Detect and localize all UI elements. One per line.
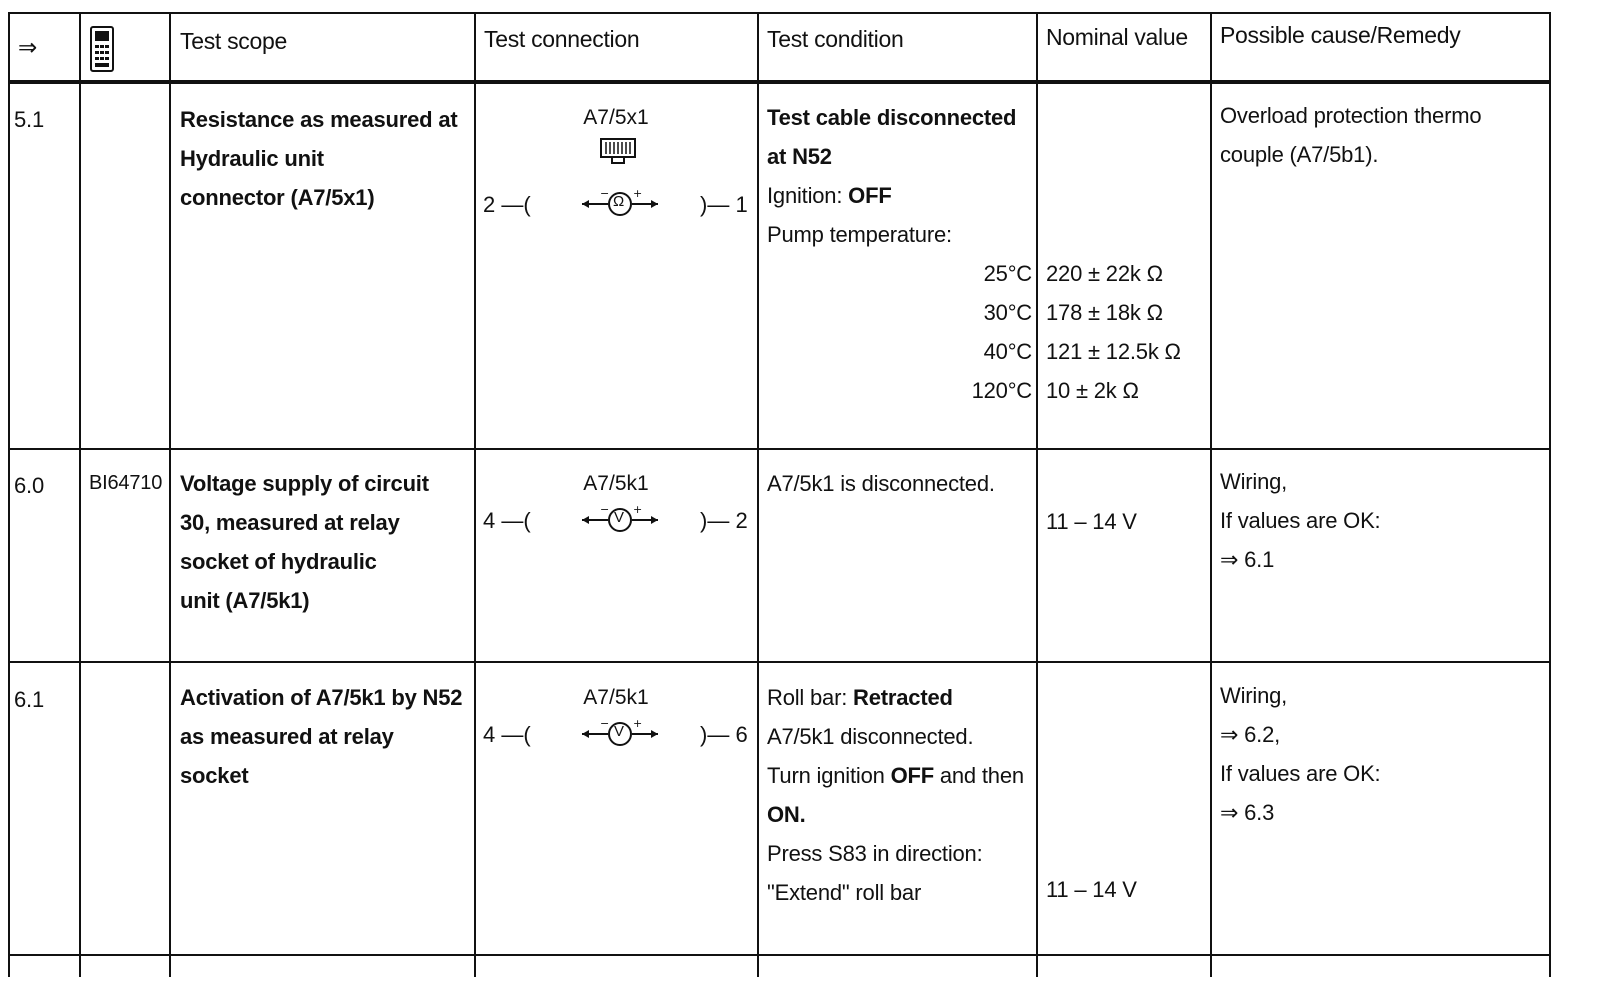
temperature-value: 40°C (983, 339, 1032, 364)
test-condition (767, 98, 1032, 410)
scope-line: connector (A7/5x1) (180, 185, 375, 210)
plug-right-icon: )— (700, 722, 736, 747)
svg-text:−: − (600, 718, 610, 730)
nominal-value: 11 – 14 V (1046, 509, 1137, 534)
header-test-scope: Test scope (180, 28, 287, 54)
header-test-connection: Test connection (484, 26, 640, 52)
left-pin-number: 4 (483, 508, 496, 533)
roll-bar-value: Retracted (853, 685, 953, 710)
scope-line: Hydraulic unit (180, 146, 324, 171)
scope-line: Resistance as measured at (180, 107, 458, 132)
connection-left (483, 192, 531, 218)
header-test-condition: Test condition (767, 26, 904, 52)
pump-temperature-label: Pump temperature: (767, 222, 952, 247)
header-nominal-value: Nominal value (1046, 24, 1188, 50)
test-table (8, 12, 1590, 976)
meter-symbol: V (614, 509, 625, 526)
right-pin-number: 2 (735, 508, 748, 533)
meter-symbol: Ω (613, 193, 625, 210)
cause-line: couple (A7/5b1). (1220, 142, 1379, 167)
cause-line: If values are OK: (1220, 508, 1381, 533)
test-scope (180, 464, 429, 620)
condition-text: and then (933, 763, 1024, 788)
table-border-bottom (8, 954, 1551, 956)
connection-right (700, 722, 748, 748)
svg-text:+: + (633, 504, 643, 516)
scope-line: socket (180, 763, 249, 788)
possible-cause (1220, 676, 1380, 832)
step-number: 5.1 (14, 107, 44, 132)
roll-bar-label: Roll bar: (767, 685, 854, 710)
cause-line: Wiring, (1220, 683, 1288, 708)
step-number: 6.0 (14, 473, 44, 498)
condition-text: Turn ignition (767, 763, 891, 788)
cause-line: ⇒ 6.1 (1220, 547, 1275, 572)
plug-right-icon: )— (700, 192, 736, 217)
nominal-values (1046, 254, 1181, 410)
condition-line: ON. (767, 802, 806, 827)
component-label: A7/5x1 (583, 106, 649, 129)
temperature-value: 30°C (983, 300, 1032, 325)
svg-text:−: − (600, 188, 610, 200)
nominal-value: 178 ± 18k Ω (1046, 300, 1163, 325)
possible-cause (1220, 462, 1380, 579)
cause-line: If values are OK: (1220, 761, 1381, 786)
plug-right-icon: )— (700, 508, 736, 533)
right-pin-number: 1 (735, 192, 748, 217)
condition-roll-bar (767, 678, 1035, 717)
scope-line: unit (A7/5k1) (180, 588, 310, 613)
column-divider (474, 12, 476, 977)
scope-line: socket of hydraulic (180, 549, 377, 574)
left-pin-number: 4 (483, 722, 496, 747)
connector-icon (598, 136, 638, 171)
condition-line: A7/5k1 is disconnected. (767, 471, 995, 496)
column-divider (169, 12, 171, 977)
test-scope (180, 100, 458, 217)
condition-line: Test cable disconnected (767, 105, 1017, 130)
step-number: 6.1 (14, 687, 44, 712)
temperature-value: 25°C (983, 261, 1032, 286)
test-scope (180, 678, 462, 795)
scope-line: 30, measured at relay (180, 510, 400, 535)
cause-line: ⇒ 6.2, (1220, 722, 1281, 747)
column-divider (757, 12, 759, 977)
condition-ignition (767, 176, 1032, 215)
connection-right (700, 508, 748, 534)
temperature-value: 120°C (971, 378, 1032, 403)
left-pin-number: 2 (483, 192, 496, 217)
svg-text:+: + (633, 718, 643, 730)
cause-line: Wiring, (1220, 469, 1288, 494)
condition-line: "Extend" roll bar (767, 880, 922, 905)
voltmeter-icon (580, 718, 660, 755)
nominal-value: 11 – 14 V (1046, 877, 1137, 902)
header-divider (8, 80, 1551, 84)
plug-left-icon: —( (495, 192, 531, 217)
table-border-left (8, 12, 10, 977)
tester-icon (90, 26, 114, 77)
right-pin-number: 6 (735, 722, 748, 747)
test-condition (767, 464, 995, 503)
cause-line: Overload protection thermo (1220, 103, 1482, 128)
voltmeter-icon (580, 504, 660, 541)
condition-line: Press S83 in direction: (767, 841, 983, 866)
meter-symbol: V (614, 723, 625, 740)
table-border-right (1549, 12, 1551, 977)
plug-left-icon: —( (495, 722, 531, 747)
nominal-value: 10 ± 2k Ω (1046, 378, 1139, 403)
nominal-value: 220 ± 22k Ω (1046, 261, 1163, 286)
scope-line: Activation of A7/5k1 by N52 (180, 685, 463, 710)
column-divider (79, 12, 81, 977)
connection-left (483, 722, 531, 748)
svg-text:+: + (633, 188, 643, 200)
column-divider (1210, 12, 1212, 977)
condition-ignition (767, 756, 1035, 795)
table-border-top (8, 12, 1551, 14)
cause-line: ⇒ 6.3 (1220, 800, 1275, 825)
test-condition (767, 678, 1035, 912)
scope-line: Voltage supply of circuit (180, 471, 429, 496)
component-label: A7/5k1 (583, 472, 649, 495)
condition-text-bold: OFF (890, 763, 934, 788)
header-arrow: ⇒ (18, 34, 37, 60)
header-possible-cause: Possible cause/Remedy (1220, 22, 1461, 48)
connection-right (700, 192, 748, 218)
nominal-value: 121 ± 12.5k Ω (1046, 339, 1181, 364)
column-divider (1036, 12, 1038, 977)
reference-code: BI64710 (89, 472, 163, 494)
row-divider (8, 448, 1551, 450)
svg-text:−: − (600, 504, 610, 516)
scope-line: as measured at relay (180, 724, 394, 749)
condition-line: A7/5k1 disconnected. (767, 724, 974, 749)
plug-left-icon: —( (495, 508, 531, 533)
ignition-value: OFF (848, 183, 892, 208)
ohmmeter-icon (580, 188, 660, 225)
component-label: A7/5k1 (583, 686, 649, 709)
connection-left (483, 508, 531, 534)
condition-line: at N52 (767, 144, 832, 169)
row-divider (8, 661, 1551, 663)
possible-cause (1220, 96, 1481, 174)
ignition-label: Ignition: (767, 183, 849, 208)
